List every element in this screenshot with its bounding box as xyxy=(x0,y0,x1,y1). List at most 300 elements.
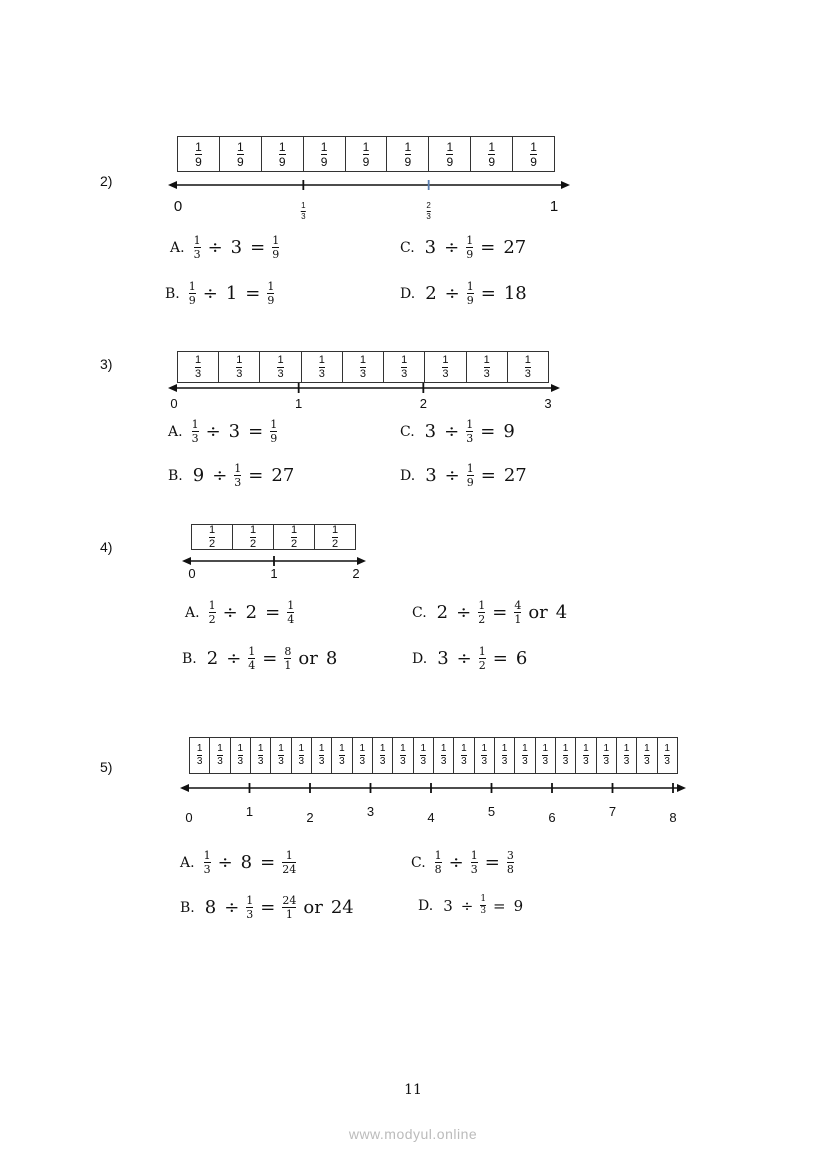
expression-term: 27 xyxy=(271,465,295,486)
expression-term: ÷ xyxy=(456,602,472,623)
fraction xyxy=(603,744,609,767)
denominator: 3 xyxy=(257,756,264,767)
strip-cell xyxy=(556,738,576,773)
arrow-left-icon xyxy=(180,784,189,792)
numerator: 1 xyxy=(664,743,670,754)
number-line xyxy=(168,177,570,193)
axis-label: 5 xyxy=(487,804,496,819)
denominator: 4 xyxy=(287,613,295,626)
expression-term: ÷ xyxy=(205,421,221,442)
watermark: www.modyul.online xyxy=(348,1126,478,1142)
denominator: 3 xyxy=(339,756,345,767)
option-letter: D. xyxy=(412,650,428,667)
numerator: 1 xyxy=(434,849,442,862)
option-b[interactable] xyxy=(180,895,358,920)
expression-term: = xyxy=(493,896,506,915)
axis-label: 3 xyxy=(366,804,375,819)
denominator: 3 xyxy=(359,367,367,380)
fraction xyxy=(488,141,495,168)
numerator: 1 xyxy=(400,743,406,754)
option-c[interactable] xyxy=(400,235,530,260)
option-letter: D. xyxy=(418,897,434,914)
expression-term: ÷ xyxy=(460,896,474,915)
fraction xyxy=(461,744,467,767)
fraction xyxy=(238,744,244,767)
numerator: 1 xyxy=(446,139,454,154)
numerator: 1 xyxy=(237,743,244,754)
axis-label: 2 xyxy=(352,566,360,581)
denominator: 3 xyxy=(664,756,670,767)
arrow-right-icon xyxy=(561,181,570,189)
fraction xyxy=(192,419,199,444)
numerator: 1 xyxy=(195,353,202,366)
fraction xyxy=(321,141,328,168)
option-a[interactable] xyxy=(170,235,282,260)
axis-label: 0 xyxy=(185,810,193,825)
option-c[interactable] xyxy=(400,419,519,444)
page-number: 11 xyxy=(404,1082,422,1098)
expression-term: 3 xyxy=(228,421,241,442)
fraction xyxy=(484,355,490,380)
numerator: 1 xyxy=(267,280,275,293)
fraction xyxy=(563,744,569,767)
strip-cell xyxy=(425,352,466,382)
strip-cell xyxy=(262,137,304,171)
denominator: 3 xyxy=(501,756,508,767)
numerator: 1 xyxy=(270,418,278,431)
expression-term: 8 xyxy=(325,648,338,669)
expression-term: 9 xyxy=(192,465,205,486)
denominator: 3 xyxy=(481,756,488,767)
denominator: 9 xyxy=(404,154,412,169)
expression-term: 3 xyxy=(230,237,243,258)
expression-term: ÷ xyxy=(444,283,460,304)
expression-term: ÷ xyxy=(217,852,233,873)
fraction xyxy=(279,141,286,168)
denominator: 3 xyxy=(480,906,487,916)
fraction xyxy=(287,600,294,625)
strip-cell xyxy=(220,137,262,171)
numerator: 1 xyxy=(522,743,528,754)
expression-term: 2 xyxy=(436,602,449,623)
strip-cell xyxy=(192,525,233,549)
numerator: 1 xyxy=(257,743,264,754)
strip-cell xyxy=(495,738,515,773)
denominator: 9 xyxy=(466,476,474,489)
option-a[interactable] xyxy=(168,419,280,444)
fraction xyxy=(479,646,486,671)
fraction xyxy=(401,355,407,380)
option-a[interactable] xyxy=(185,600,297,625)
denominator: 9 xyxy=(195,154,202,169)
numerator: 1 xyxy=(196,743,203,754)
denominator: 1 xyxy=(514,613,522,626)
numerator: 1 xyxy=(301,201,306,210)
strip-cell xyxy=(508,352,548,382)
numerator: 1 xyxy=(524,353,531,366)
axis-label: 0 xyxy=(173,198,183,215)
fraction xyxy=(360,744,366,767)
strip-cell xyxy=(373,738,393,773)
denominator: 9 xyxy=(530,154,537,169)
strip-cell xyxy=(178,137,220,171)
axis-label: 8 xyxy=(669,810,677,825)
axis-label xyxy=(301,196,305,221)
fraction xyxy=(502,744,508,767)
fraction xyxy=(466,235,473,260)
option-letter: B. xyxy=(182,650,197,667)
expression-term: 3 xyxy=(425,465,437,486)
expression-term: 1 xyxy=(225,283,238,304)
numerator: 1 xyxy=(404,139,412,154)
denominator: 2 xyxy=(478,613,486,626)
denominator: 3 xyxy=(470,863,478,876)
denominator: 3 xyxy=(562,756,569,767)
question-number: 4) xyxy=(100,539,113,555)
numerator: 1 xyxy=(530,139,537,154)
numerator: 3 xyxy=(506,849,514,862)
fraction xyxy=(480,895,486,916)
denominator: 3 xyxy=(359,756,366,767)
expression-term: 3 xyxy=(424,237,437,258)
strip-cell xyxy=(190,738,210,773)
numerator: 1 xyxy=(278,139,286,154)
question-number: 5) xyxy=(100,759,113,775)
numerator: 1 xyxy=(478,645,486,658)
strip-cell xyxy=(343,352,384,382)
axis-label: 1 xyxy=(549,198,559,215)
numerator: 1 xyxy=(470,849,478,862)
denominator: 3 xyxy=(203,863,211,876)
fraction xyxy=(299,744,305,767)
expression-term: 27 xyxy=(503,465,527,486)
expression-term: = xyxy=(245,283,261,304)
expression-term: 2 xyxy=(245,602,258,623)
option-b[interactable] xyxy=(168,463,298,488)
strip-cell xyxy=(393,738,413,773)
arrow-left-icon xyxy=(182,557,191,565)
option-c[interactable] xyxy=(412,600,571,625)
fraction xyxy=(270,419,277,444)
denominator: 3 xyxy=(379,756,386,767)
denominator: 9 xyxy=(270,432,278,445)
strip-cell xyxy=(617,738,637,773)
option-letter: C. xyxy=(411,854,426,871)
fraction xyxy=(278,744,284,767)
denominator: 3 xyxy=(234,476,242,489)
numerator: 1 xyxy=(318,743,325,754)
axis-label: 1 xyxy=(270,566,278,581)
arrow-left-icon xyxy=(168,384,177,392)
numerator: 1 xyxy=(193,234,201,247)
fraction xyxy=(426,202,430,221)
strip-cell xyxy=(346,137,388,171)
numerator: 1 xyxy=(461,743,467,754)
axis-label: 2 xyxy=(306,810,314,825)
denominator: 3 xyxy=(193,248,201,261)
numerator: 1 xyxy=(188,280,196,293)
numerator: 1 xyxy=(644,743,650,754)
strip-cell xyxy=(454,738,474,773)
axis-label: 1 xyxy=(295,396,303,411)
strip-cell xyxy=(576,738,596,773)
fraction xyxy=(197,744,203,767)
expression-term: = xyxy=(484,852,500,873)
strip-cell xyxy=(434,738,454,773)
denominator: 3 xyxy=(426,212,431,221)
denominator: 3 xyxy=(644,756,650,767)
numerator: 1 xyxy=(501,743,508,754)
expression-term: 9 xyxy=(513,896,524,915)
numerator: 1 xyxy=(623,743,630,754)
option-b[interactable] xyxy=(182,646,341,671)
fraction xyxy=(624,744,630,767)
fraction xyxy=(471,850,478,875)
expression-term: = xyxy=(265,602,281,623)
axis-label: 0 xyxy=(188,566,196,581)
option-letter: B. xyxy=(180,899,195,916)
option-letter: A. xyxy=(170,239,185,256)
denominator: 3 xyxy=(522,756,528,767)
option-letter: A. xyxy=(180,854,195,871)
denominator: 3 xyxy=(236,367,243,380)
fraction xyxy=(250,525,256,550)
numerator: 1 xyxy=(466,462,474,475)
option-c[interactable] xyxy=(411,850,517,875)
numerator: 2 xyxy=(426,201,431,210)
denominator: 3 xyxy=(466,432,474,445)
expression-term: or xyxy=(303,897,323,918)
option-a[interactable] xyxy=(180,850,299,875)
strip-cell xyxy=(637,738,657,773)
strip-cell xyxy=(210,738,230,773)
axis-label: 6 xyxy=(548,810,556,825)
denominator: 1 xyxy=(284,659,292,672)
fraction xyxy=(525,355,531,380)
fraction xyxy=(217,744,223,767)
expression-term: 6 xyxy=(515,648,528,669)
expression-term: = xyxy=(480,421,496,442)
strip-cell xyxy=(536,738,556,773)
strip-cell xyxy=(231,738,251,773)
strip-cell xyxy=(302,352,343,382)
expression-term: ÷ xyxy=(444,465,460,486)
fraction xyxy=(204,850,211,875)
denominator: 8 xyxy=(506,863,514,876)
denominator: 3 xyxy=(524,367,531,380)
axis-label: 4 xyxy=(427,810,435,825)
expression-term: 3 xyxy=(424,421,437,442)
numerator: 1 xyxy=(420,743,427,754)
numerator: 1 xyxy=(359,353,367,366)
numerator: 1 xyxy=(401,353,408,366)
axis-label xyxy=(426,196,430,221)
strip-cell xyxy=(475,738,495,773)
strip-cell xyxy=(515,738,535,773)
fraction xyxy=(319,744,325,767)
option-d[interactable] xyxy=(400,463,531,488)
option-d[interactable] xyxy=(400,281,531,306)
denominator: 3 xyxy=(461,756,467,767)
option-b[interactable] xyxy=(165,281,277,306)
numerator: 1 xyxy=(488,139,496,154)
numerator: 1 xyxy=(466,418,474,431)
denominator: 3 xyxy=(277,367,284,380)
option-d[interactable] xyxy=(412,646,531,671)
denominator: 9 xyxy=(362,154,370,169)
expression-term: 3 xyxy=(437,648,449,669)
numerator: 1 xyxy=(318,353,325,366)
expression-term: 8 xyxy=(204,897,217,918)
expression-term: = xyxy=(260,897,276,918)
fraction xyxy=(339,744,345,767)
question-number: 3) xyxy=(100,356,113,372)
fraction xyxy=(380,744,386,767)
option-letter: D. xyxy=(400,285,416,302)
fraction xyxy=(405,141,412,168)
expression-term: ÷ xyxy=(444,237,460,258)
denominator: 3 xyxy=(483,367,490,380)
axis-label: 1 xyxy=(245,804,254,819)
axis-label: 0 xyxy=(170,396,178,411)
denominator: 3 xyxy=(191,432,199,445)
expression-term: = xyxy=(248,421,264,442)
denominator: 9 xyxy=(188,294,196,307)
strip-cell xyxy=(471,137,513,171)
numerator: 1 xyxy=(203,849,211,862)
numerator: 1 xyxy=(362,139,370,154)
denominator: 9 xyxy=(488,154,496,169)
denominator: 2 xyxy=(208,537,216,550)
numerator: 1 xyxy=(287,599,295,612)
denominator: 2 xyxy=(249,537,257,550)
strip-cell xyxy=(513,137,554,171)
strip-cell xyxy=(332,738,352,773)
fraction xyxy=(664,744,670,767)
fraction xyxy=(236,355,242,380)
numerator: 1 xyxy=(481,743,488,754)
arrow-right-icon xyxy=(357,557,366,565)
denominator: 3 xyxy=(298,756,305,767)
expression-term: 18 xyxy=(503,283,527,304)
expression-term: = xyxy=(480,237,496,258)
strip-cell xyxy=(384,352,425,382)
expression-term: 27 xyxy=(503,237,527,258)
expression-term: = xyxy=(480,465,496,486)
denominator: 3 xyxy=(246,908,254,921)
strip-cell xyxy=(429,137,471,171)
fraction xyxy=(467,281,474,306)
denominator: 3 xyxy=(442,367,449,380)
strip-cell xyxy=(178,352,219,382)
denominator: 3 xyxy=(400,756,406,767)
fraction xyxy=(441,744,447,767)
numerator: 1 xyxy=(248,645,256,658)
fraction xyxy=(360,355,366,380)
strip-cell xyxy=(251,738,271,773)
number-line xyxy=(168,380,560,396)
denominator: 3 xyxy=(583,756,589,767)
denominator: 9 xyxy=(320,154,328,169)
denominator: 3 xyxy=(420,756,427,767)
fraction xyxy=(435,850,442,875)
option-letter: C. xyxy=(400,423,415,440)
strip-cell xyxy=(353,738,373,773)
strip-cell xyxy=(467,352,508,382)
numerator: 1 xyxy=(285,849,293,862)
fraction xyxy=(194,235,201,260)
denominator: 2 xyxy=(478,659,486,672)
expression-term: ÷ xyxy=(444,421,460,442)
fraction xyxy=(209,525,215,550)
option-letter: C. xyxy=(412,604,427,621)
fraction xyxy=(420,744,426,767)
fraction-strip xyxy=(177,136,555,172)
fraction xyxy=(284,646,291,671)
denominator: 9 xyxy=(466,294,474,307)
numerator: 4 xyxy=(514,599,522,612)
numerator: 1 xyxy=(234,462,242,475)
numerator: 1 xyxy=(583,743,589,754)
fraction xyxy=(272,235,279,260)
fraction xyxy=(291,525,297,550)
numerator: 1 xyxy=(298,743,305,754)
fraction xyxy=(237,141,244,168)
expression-term: or xyxy=(528,602,548,623)
fraction xyxy=(481,744,487,767)
numerator: 24 xyxy=(282,894,297,907)
expression-term: = xyxy=(248,465,264,486)
option-letter: B. xyxy=(165,285,180,302)
strip-cell xyxy=(304,137,346,171)
axis-label: 3 xyxy=(544,396,552,411)
numerator: 1 xyxy=(277,353,284,366)
numerator: 1 xyxy=(359,743,366,754)
arrow-left-icon xyxy=(168,181,177,189)
numerator: 1 xyxy=(236,139,244,154)
arrow-right-icon xyxy=(677,784,686,792)
numerator: 1 xyxy=(320,139,328,154)
strip-cell xyxy=(597,738,617,773)
fraction xyxy=(189,281,196,306)
fraction xyxy=(478,600,485,625)
denominator: 4 xyxy=(248,659,256,672)
expression-term: 2 xyxy=(425,283,437,304)
numerator: 1 xyxy=(478,599,486,612)
strip-cell xyxy=(219,352,260,382)
numerator: 1 xyxy=(290,523,298,536)
expression-term: = xyxy=(260,852,276,873)
fraction xyxy=(258,744,264,767)
numerator: 1 xyxy=(331,523,339,536)
option-d[interactable] xyxy=(418,895,527,916)
expression-term: 24 xyxy=(330,897,354,918)
fraction xyxy=(507,850,514,875)
denominator: 3 xyxy=(318,367,325,380)
denominator: 3 xyxy=(623,756,630,767)
expression-term: ÷ xyxy=(224,897,240,918)
fraction xyxy=(195,355,201,380)
fraction xyxy=(234,463,241,488)
numerator: 1 xyxy=(217,743,223,754)
fraction xyxy=(248,646,255,671)
expression-term: = xyxy=(250,237,266,258)
denominator: 3 xyxy=(196,756,203,767)
strip-cell xyxy=(414,738,434,773)
fraction xyxy=(467,463,474,488)
denominator: 3 xyxy=(237,756,244,767)
option-letter: B. xyxy=(168,467,183,484)
